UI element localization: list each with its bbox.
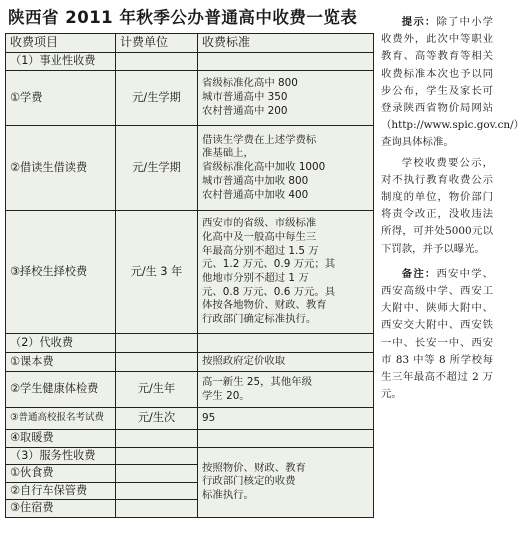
standard-tuition: 省级标准化高中 800 城市普通高中 350 农村普通高中 200 xyxy=(198,71,374,126)
table-row xyxy=(6,71,374,126)
item-lodging: ③住宿费 xyxy=(6,500,116,518)
section-label: （2）代收费 xyxy=(6,334,116,353)
unit-health: 元/生年 xyxy=(116,372,198,408)
tip-text: 除了中小学收费外，此次中等职业教育、高等教育等相关收费标准本次也予以同步公布，学生及家长可登录陕西省物价局网站（http://www.spic.gov.cn/）查询具体标准。 xyxy=(381,16,524,149)
remark-label: 备注： xyxy=(401,267,437,280)
table-row xyxy=(6,126,374,211)
unit-borrowing: 元/生学期 xyxy=(116,126,198,211)
section-row xyxy=(6,53,374,71)
table-header-row xyxy=(6,34,374,53)
section-row xyxy=(6,334,374,353)
warning-paragraph: 学校收费要公示，对不执行教育收费公示制度的单位，物价部门将责令改正，没收违法所得，可并处5000元以下罚款，并予以曝光。 xyxy=(381,156,493,255)
item-heating: ④取暖费 xyxy=(6,430,116,448)
remark-text: 西安中学、西安高级中学、西安工大附中、陕师大附中、西安交大附中、西安铁一中、长安一中、西安市 83 中等 8 所学校每生三年最高不超过 2 万元。 xyxy=(381,267,494,401)
header-standard: 收费标准 xyxy=(198,34,374,53)
unit-selection: 元/生 3 年 xyxy=(116,211,198,334)
tip-label: 提示： xyxy=(401,16,437,28)
header-item: 收费项目 xyxy=(6,34,116,53)
standard-selection: 西安市的省级、市级标准 化高中及一般高中每生三 年最高分别不超过 1.5 万 元、1.2 万元、0.9 万元；其 他地市分别不超过 1 万 元、0.8 万元、0.6 万元。具 体按各地物价、财政、教育 行政部门确定标准执行。 xyxy=(198,211,374,334)
standard-health: 高一新生 25，其他年级 学生 20。 xyxy=(198,372,374,408)
section-label: （3）服务性收费 xyxy=(6,447,116,465)
item-textbook: ①课本费 xyxy=(6,353,116,372)
standard-service: 按照物价、财政、教育 行政部门核定的收费 标准执行。 xyxy=(198,447,374,517)
standard-exam: 95 xyxy=(198,408,374,430)
item-exam: ③普通高校报名考试费 xyxy=(6,408,116,430)
tip-paragraph xyxy=(381,14,524,152)
fee-table xyxy=(5,33,374,518)
item-meals: ①伙食费 xyxy=(6,465,116,483)
table-row xyxy=(6,372,374,408)
side-notes xyxy=(381,14,524,403)
item-bicycle: ②自行车保管费 xyxy=(6,482,116,500)
section-row xyxy=(6,447,374,465)
unit-tuition: 元/生学期 xyxy=(116,71,198,126)
header-unit: 计费单位 xyxy=(116,34,198,53)
table-row xyxy=(6,430,374,448)
table-row xyxy=(6,353,374,372)
item-borrowing: ②借读生借读费 xyxy=(6,126,116,211)
remark-paragraph xyxy=(381,266,493,404)
table-row xyxy=(6,408,374,430)
item-health: ②学生健康体检费 xyxy=(6,372,116,408)
standard-textbook: 按照政府定价收取 xyxy=(198,353,374,372)
standard-borrowing: 借读生学费在上述学费标 准基础上， 省级标准化高中加收 1000 城市普通高中加收 800 农村普通高中加收 400 xyxy=(198,126,374,211)
page-title: 陕西省 2011 年秋季公办普通高中收费一览表 xyxy=(8,8,358,27)
section-label: （1）事业性收费 xyxy=(6,53,116,71)
item-selection: ③择校生择校费 xyxy=(6,211,116,334)
table-row xyxy=(6,211,374,334)
unit-exam: 元/生次 xyxy=(116,408,198,430)
item-tuition: ①学费 xyxy=(6,71,116,126)
